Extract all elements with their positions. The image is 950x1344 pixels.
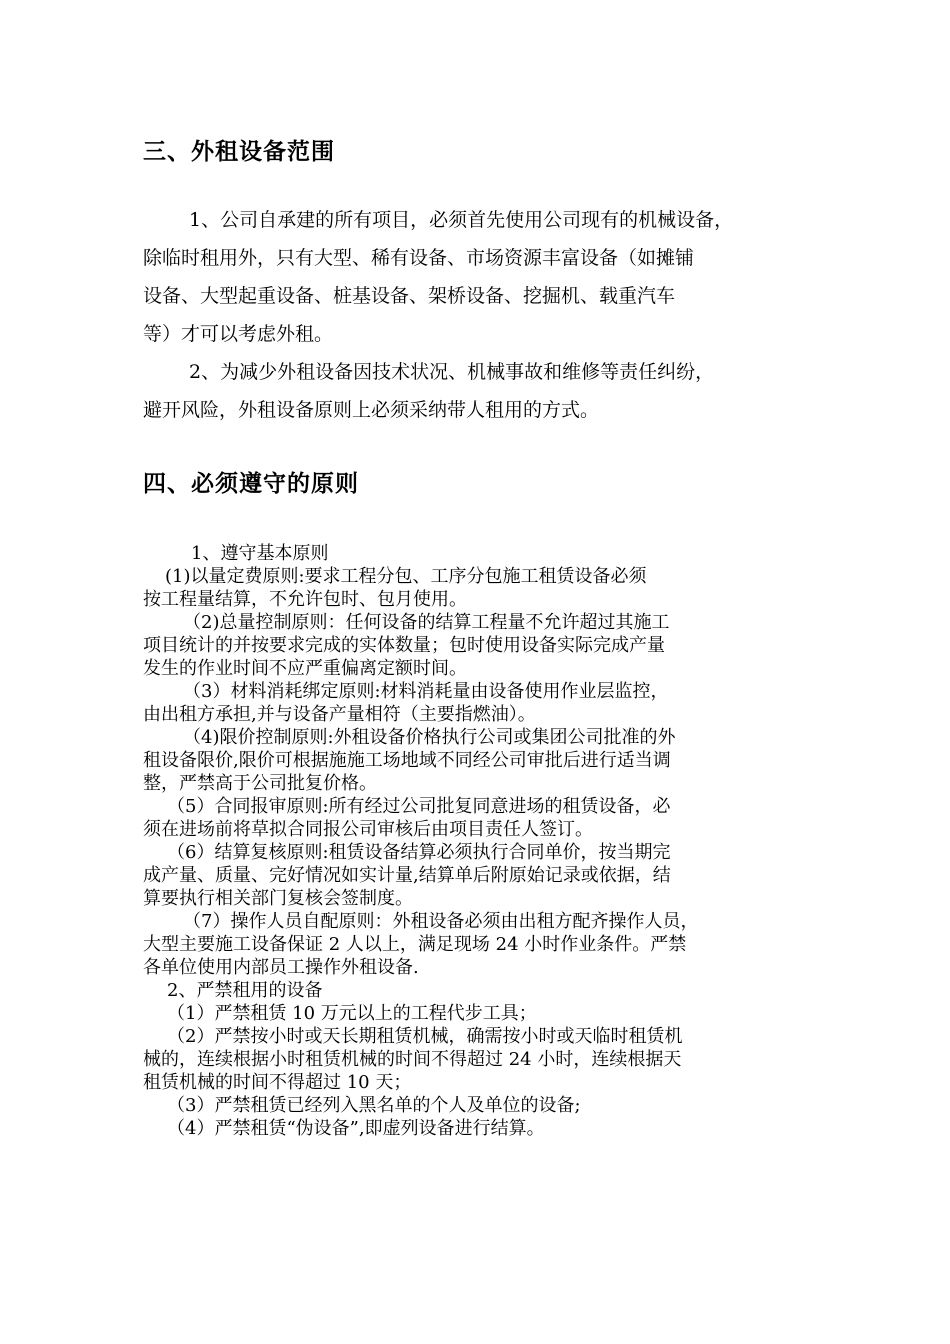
list-line: 由出租方承担,并与设备产量相符（主要指燃油）。 — [143, 704, 536, 725]
paragraph-line: 等）才可以考虑外租。 — [143, 323, 334, 345]
list-line: 各单位使用内部员工操作外租设备. — [143, 957, 419, 978]
list-line: 整，严禁高于公司批复价格。 — [143, 773, 377, 794]
section-4-body — [143, 542, 807, 1140]
list-line: （1）严禁租赁 10 万元以上的工程代步工具； — [167, 1003, 537, 1024]
paragraph-line: 1、公司自承建的所有项目，必须首先使用公司现有的机械设备， — [189, 209, 734, 231]
list-line: 算要执行相关部门复核会签制度。 — [143, 888, 413, 909]
paragraph-line: 除临时租用外，只有大型、稀有设备、市场资源丰富设备（如摊铺 — [143, 247, 695, 269]
list-line: （2)总量控制原则：任何设备的结算工程量不允许超过其施工 — [183, 612, 670, 633]
list-line: 项目统计的并按要求完成的实体数量；包时使用设备实际完成产量 — [143, 635, 665, 656]
list-line: 租设备限价,限价可根据施施工场地域不同经公司审批后进行适当调 — [143, 750, 671, 771]
list-line: （4)限价控制原则:外租设备价格执行公司或集团公司批准的外 — [183, 727, 676, 748]
section-heading-4: 四、必须遵守的原则 — [143, 471, 359, 497]
list-line: (1)以量定费原则:要求工程分包、工序分包施工租赁设备必须 — [165, 566, 647, 587]
paragraph-line: 2、为减少外租设备因技术状况、机械事故和维修等责任纠纷， — [189, 361, 715, 383]
list-line: （5）合同报审原则:所有经过公司批复同意进场的租赁设备，必 — [167, 796, 671, 817]
list-line: 2、严禁租用的设备 — [167, 980, 323, 1001]
list-line: 租赁机械的时间不得超过 10 天； — [143, 1072, 412, 1093]
list-line: 须在进场前将草拟合同报公司审核后由项目责任人签订。 — [143, 819, 593, 840]
list-line: 1、遵守基本原则 — [191, 543, 329, 564]
list-line: （7）操作人员自配原则：外租设备必须由出租方配齐操作人员， — [183, 911, 699, 932]
list-line: （2）严禁按小时或天长期租赁机械，确需按小时或天临时租赁机 — [167, 1026, 683, 1047]
list-line: 按工程量结算，不允许包时、包月使用。 — [143, 589, 467, 610]
section-heading-3: 三、外租设备范围 — [143, 139, 335, 165]
section-3-body — [143, 201, 807, 429]
list-line: 发生的作业时间不应严重偏离定额时间。 — [143, 658, 467, 679]
list-line: （4）严禁租赁“伪设备”,即虚列设备进行结算。 — [167, 1118, 545, 1139]
paragraph-line: 设备、大型起重设备、桩基设备、架桥设备、挖掘机、载重汽车 — [143, 285, 676, 307]
list-line: 械的，连续根据小时租赁机械的时间不得超过 24 小时，连续根据天 — [143, 1049, 682, 1070]
list-line: （6）结算复核原则:租赁设备结算必须执行合同单价，按当期完 — [167, 842, 671, 863]
list-line: 成产量、质量、完好情况如实计量,结算单后附原始记录或依据，结 — [143, 865, 671, 886]
paragraph-line: 避开风险，外租设备原则上必须采纳带人租用的方式。 — [143, 399, 600, 421]
list-line: （3）材料消耗绑定原则:材料消耗量由设备使用作业层监控， — [183, 681, 669, 702]
list-line: （3）严禁租赁已经列入黑名单的个人及单位的设备; — [167, 1095, 581, 1116]
list-line: 大型主要施工设备保证 2 人以上，满足现场 24 小时作业条件。严禁 — [143, 934, 687, 955]
